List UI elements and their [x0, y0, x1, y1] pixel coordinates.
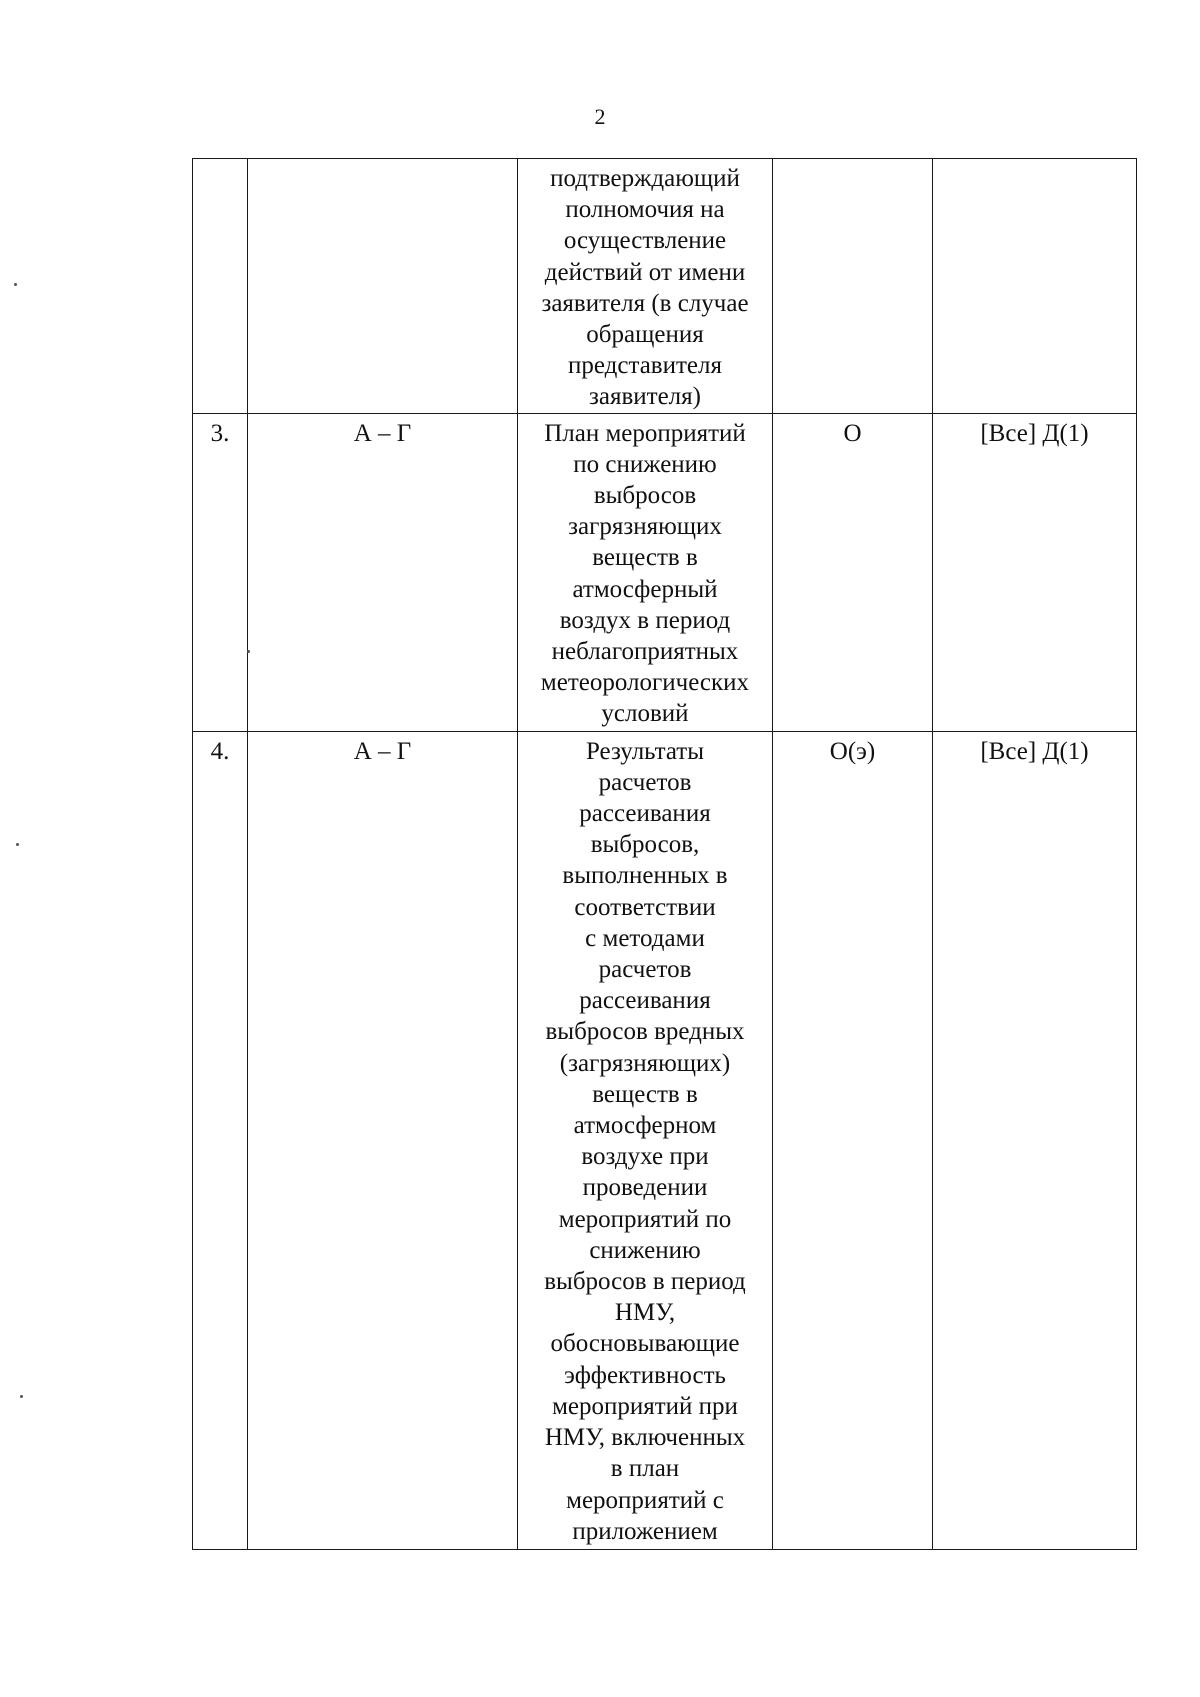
- description-line: эффективность: [564, 1361, 726, 1389]
- description-line: проведении: [582, 1174, 708, 1202]
- table-row: [193, 159, 1137, 414]
- description-line: метеорологических: [540, 669, 750, 697]
- description-line: воздухе при: [581, 1143, 709, 1171]
- document-description-cell: [518, 731, 773, 1549]
- description-line: НМУ, включенных: [544, 1424, 746, 1452]
- description-line: НМУ,: [614, 1299, 676, 1327]
- description-line: атмосферном: [573, 1112, 717, 1140]
- description-line: соответствии: [574, 893, 716, 921]
- description-line: выбросов вредных: [545, 1018, 745, 1046]
- method-cell: [Все] Д(1): [933, 731, 1137, 1549]
- description-line: выбросов: [593, 482, 697, 510]
- description-line: веществ в: [592, 544, 698, 572]
- description-line: заявителя (в случае: [541, 289, 749, 317]
- table-row: [193, 731, 1137, 1549]
- description-line: действий от имени: [544, 258, 746, 286]
- description-line: Результаты: [585, 737, 705, 765]
- description-line: расчетов: [598, 768, 692, 796]
- row-number-cell: [193, 159, 248, 414]
- category-cell: А – Г: [248, 731, 518, 1549]
- description-line: с методами: [585, 924, 705, 952]
- description-line: воздух в период: [559, 606, 731, 634]
- description-line: атмосферный: [572, 575, 718, 603]
- row-number-cell: 3.: [193, 413, 248, 731]
- description-line: обращения: [586, 321, 704, 349]
- description-line: загрязняющих: [568, 513, 722, 541]
- description-line: мероприятий по: [558, 1205, 732, 1233]
- description-line: выбросов,: [590, 831, 700, 859]
- description-line: приложением: [572, 1517, 718, 1545]
- form-cell: [773, 159, 933, 414]
- category-cell: [248, 159, 518, 414]
- description-line: (загрязняющих): [559, 1049, 731, 1077]
- description-line: условий: [601, 700, 689, 728]
- description-line: мероприятий при: [552, 1392, 738, 1420]
- description-line: по снижению: [573, 450, 717, 478]
- description-line: мероприятий с: [566, 1486, 724, 1514]
- description-line: неблагоприятных: [551, 638, 739, 666]
- description-line: снижению: [589, 1236, 701, 1264]
- page-number: 2: [594, 104, 606, 129]
- form-cell: О(э): [773, 731, 933, 1549]
- description-line: веществ в: [592, 1080, 698, 1108]
- form-cell: О: [773, 413, 933, 731]
- description-line: заявителя): [589, 383, 701, 411]
- scan-speck: [14, 283, 17, 286]
- requirements-table: [192, 158, 1137, 1550]
- document-description-cell: [518, 413, 773, 731]
- description-line: обосновывающие: [550, 1330, 740, 1358]
- scan-speck: [20, 1395, 23, 1398]
- scan-speck: [247, 650, 250, 653]
- description-line: в план: [610, 1455, 680, 1483]
- description-line: полномочия на: [565, 196, 725, 224]
- description-line: План мероприятий: [544, 419, 746, 447]
- row-number-cell: 4.: [193, 731, 248, 1549]
- description-line: представителя: [568, 352, 722, 380]
- description-line: осуществление: [563, 227, 727, 255]
- description-line: подтверждающий: [550, 165, 740, 192]
- description-line: рассеивания: [579, 800, 711, 828]
- document-description-cell: [518, 159, 773, 414]
- description-line: выбросов в период: [544, 1268, 746, 1296]
- method-cell: [Все] Д(1): [933, 413, 1137, 731]
- category-cell: А – Г: [248, 413, 518, 731]
- description-line: выполненных в: [562, 862, 728, 890]
- method-cell: [933, 159, 1137, 414]
- scan-speck: [16, 843, 19, 846]
- description-line: рассеивания: [579, 987, 711, 1015]
- table-row: [193, 413, 1137, 731]
- description-line: расчетов: [598, 956, 692, 984]
